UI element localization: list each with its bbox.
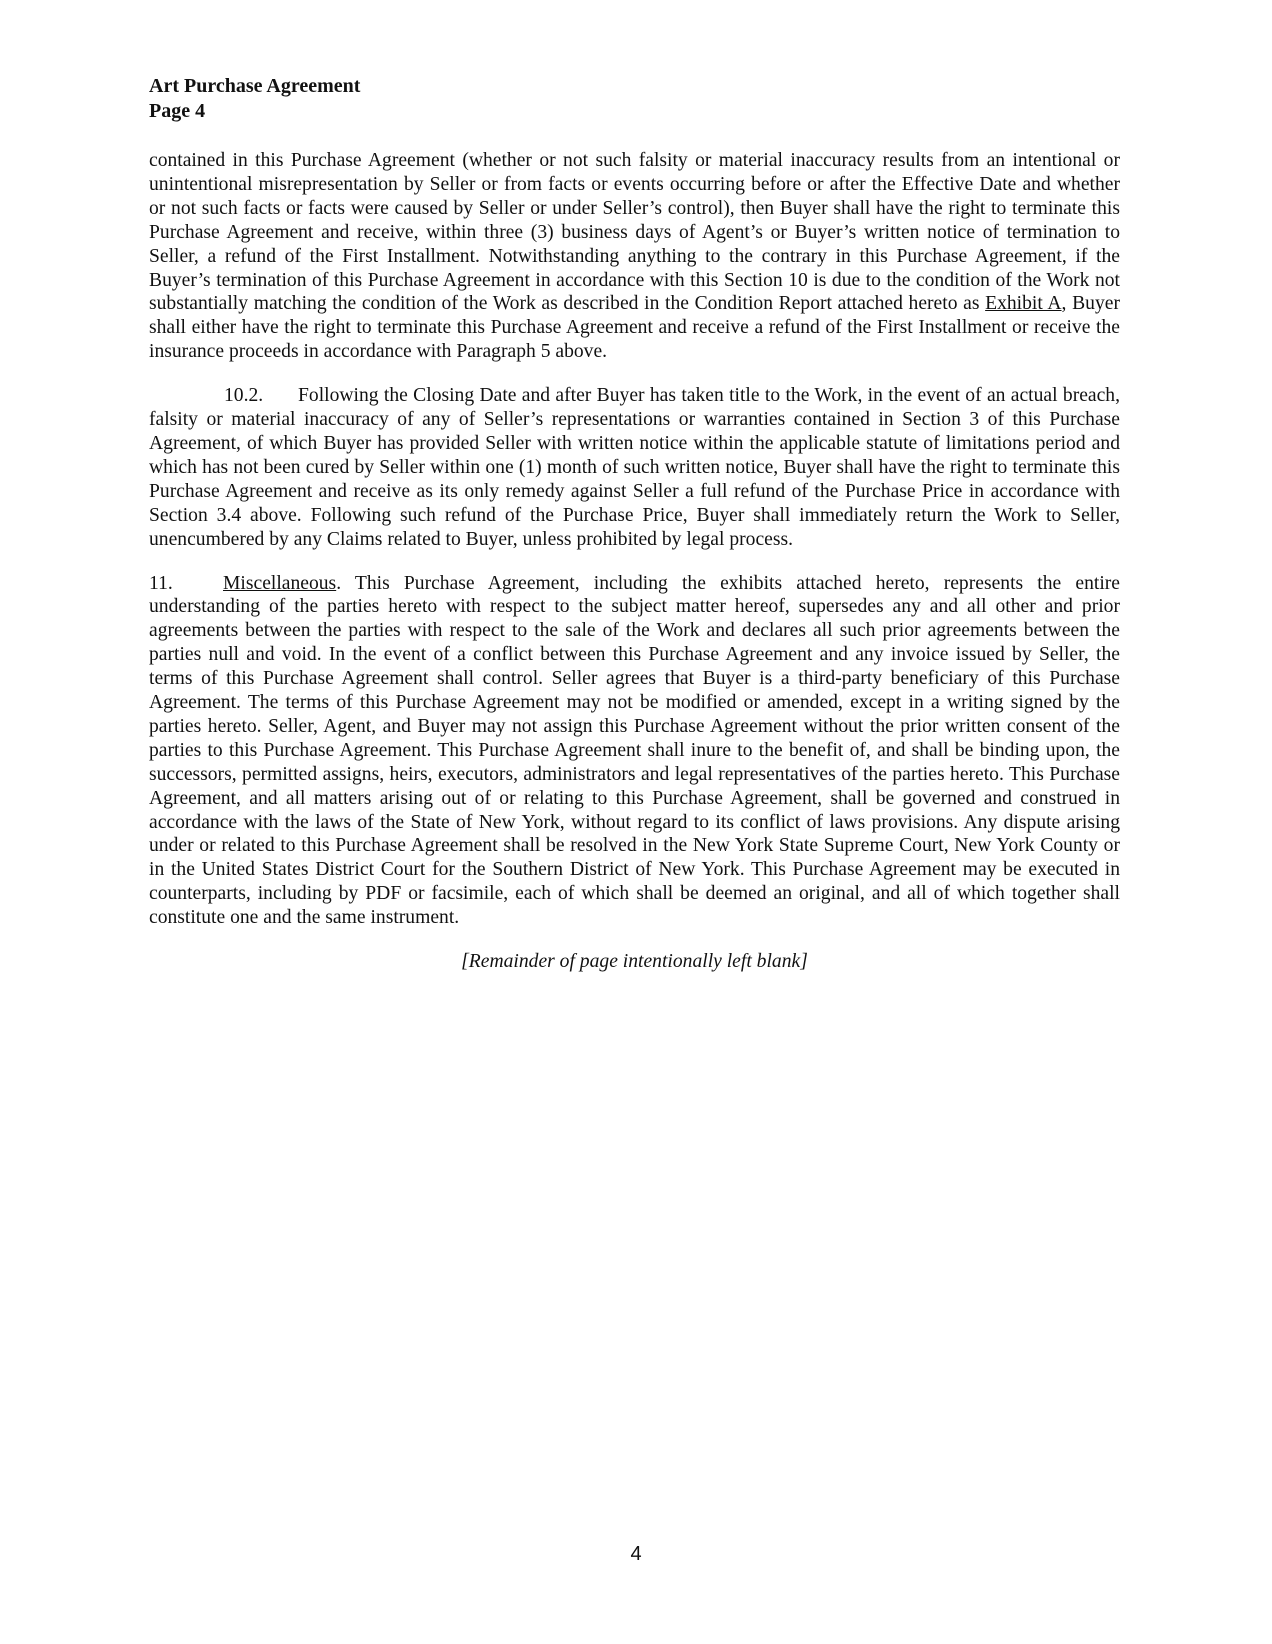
paragraph-continued-text-a: contained in this Purchase Agreement (whether or not such falsity or material inaccuracy results from an intentional or unintentional misrepresentation by Seller or from facts or events occurring before or after the Effective Date and whether or not such facts or facts were caused by Seller or under Seller’s control), then Buyer shall have the right to terminate this Purchase Agreement and receive, within three (3) business days of Agent’s or Buyer’s written notice of termination to Seller, a refund of the First Installment. Notwithstanding anything to the contrary in this Purchase Agreement, if the Buyer’s termination of this Purchase Agreement in accordance with this Section 10 is due to the condition of the Work not substantially matching the condition of the Work as described in the Condition Report attached hereto as <box>149 150 1120 315</box>
page-label: Page 4 <box>149 100 206 122</box>
section-11 <box>149 572 1120 931</box>
remainder-note: [Remainder of page intentionally left blank] <box>461 951 808 973</box>
page-number: 4 <box>630 1543 642 1565</box>
document-title: Art Purchase Agreement <box>149 75 361 97</box>
paragraph-continued-text-b: , Buyer shall either have the right to terminate this Purchase Agreement and receive a refund of the First Installment or receive the insurance proceeds in accordance with Paragraph 5 above. <box>149 293 1120 363</box>
section-11-heading: Miscellaneous <box>223 572 337 594</box>
paragraph-continued <box>149 149 1120 364</box>
document-body <box>149 149 1120 974</box>
section-10-2-text: Following the Closing Date and after Buyer has taken title to the Work, in the event of an actual breach, falsity or material inaccuracy of any of Seller’s representations or warranties contained in Section 3 of this Purchase Agreement, of which Buyer has provided Seller with written notice within the applicable statute of limitations period and which has not been cured by Seller within one (1) month of such written notice, Buyer shall have the right to terminate this Purchase Agreement and receive as its only remedy against Seller a full refund of the Purchase Price in accordance with Section 3.4 above. Following such refund of the Purchase Price, Buyer shall immediately return the Work to Seller, unencumbered by any Claims related to Buyer, unless prohibited by legal process. <box>149 385 1120 550</box>
section-10-2-number: 10.2. <box>224 385 264 407</box>
exhibit-a-reference: Exhibit A <box>985 293 1062 315</box>
page-header <box>149 74 360 124</box>
section-11-text: . This Purchase Agreement, including the exhibits attached hereto, represents the entire understanding of the parties hereto with respect to the subject matter hereof, supersedes any and all other and prior agreements between the parties with respect to the sale of the Work and declares all such prior agreements between the parties null and void. In the event of a conflict between this Purchase Agreement and any invoice issued by Seller, the terms of this Purchase Agreement shall control. Seller agrees that Buyer is a third-party beneficiary of this Purchase Agreement. The terms of this Purchase Agreement may not be modified or amended, except in a writing signed by the parties hereto. Seller, Agent, and Buyer may not assign this Purchase Agreement without the prior written consent of the parties to this Purchase Agreement. This Purchase Agreement shall inure to the benefit of, and shall be binding upon, the successors, permitted assigns, heirs, executors, administrators and legal representatives of the parties hereto. This Purchase Agreement, and all matters arising out of or relating to this Purchase Agreement, shall be governed and construed in accordance with the laws of the State of New York, without regard to its conflict of laws provisions. Any dispute arising under or related to this Purchase Agreement shall be resolved in the New York State Supreme Court, New York County or in the United States District Court for the Southern District of New York. This Purchase Agreement may be executed in counterparts, including by PDF or facsimile, each of which shall be deemed an original, and all of which together shall constitute one and the same instrument. <box>149 572 1120 929</box>
section-10-2 <box>149 384 1120 551</box>
section-11-number: 11. <box>149 572 173 594</box>
